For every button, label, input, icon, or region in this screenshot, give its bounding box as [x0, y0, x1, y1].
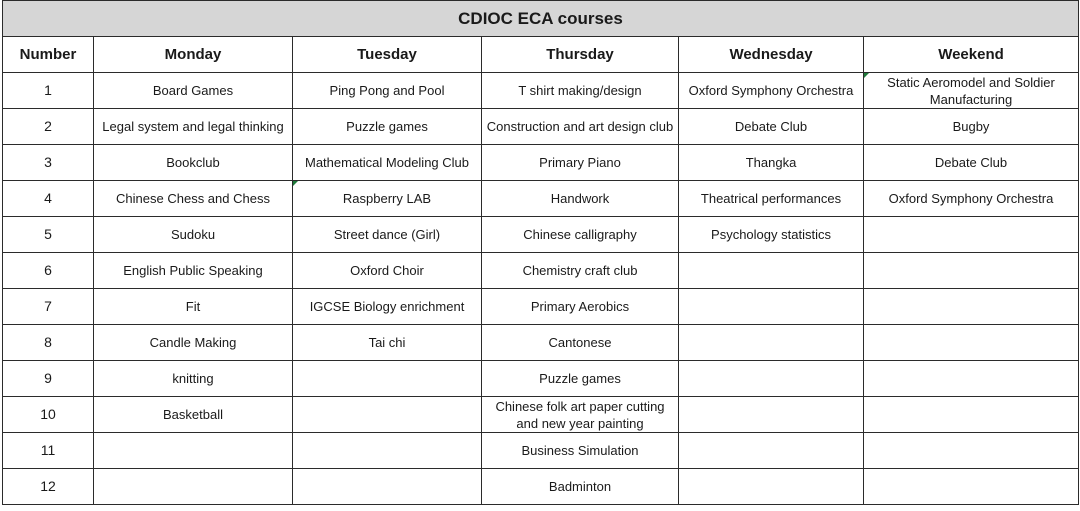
cell-tuesday[interactable]: Raspberry LAB: [293, 181, 482, 217]
cell-thursday[interactable]: Badminton: [482, 469, 679, 505]
cell-monday[interactable]: knitting: [94, 361, 293, 397]
cell-wednesday[interactable]: [679, 469, 864, 505]
column-header-tuesday: Tuesday: [293, 37, 482, 73]
cell-thursday[interactable]: Primary Piano: [482, 145, 679, 181]
cell-weekend[interactable]: Bugby: [864, 109, 1079, 145]
cell-weekend[interactable]: [864, 253, 1079, 289]
cell-monday[interactable]: Fit: [94, 289, 293, 325]
cell-weekend[interactable]: [864, 217, 1079, 253]
table-row: [3, 217, 1079, 253]
cell-thursday[interactable]: T shirt making/design: [482, 73, 679, 109]
cell-tuesday[interactable]: [293, 397, 482, 433]
cell-wednesday[interactable]: Thangka: [679, 145, 864, 181]
cell-number[interactable]: 2: [3, 109, 94, 145]
cell-number[interactable]: 1: [3, 73, 94, 109]
cell-tuesday[interactable]: [293, 469, 482, 505]
cell-tuesday[interactable]: Ping Pong and Pool: [293, 73, 482, 109]
cell-thursday[interactable]: Primary Aerobics: [482, 289, 679, 325]
cell-weekend[interactable]: [864, 325, 1079, 361]
column-header-thursday: Thursday: [482, 37, 679, 73]
cell-wednesday[interactable]: Oxford Symphony Orchestra: [679, 73, 864, 109]
cell-monday[interactable]: Sudoku: [94, 217, 293, 253]
cell-monday[interactable]: [94, 433, 293, 469]
table-row: [3, 325, 1079, 361]
table-title: CDIOC ECA courses: [3, 1, 1079, 37]
cell-tuesday[interactable]: Tai chi: [293, 325, 482, 361]
cell-thursday[interactable]: Chinese calligraphy: [482, 217, 679, 253]
cell-monday[interactable]: [94, 469, 293, 505]
column-header-wednesday: Wednesday: [679, 37, 864, 73]
cell-wednesday[interactable]: [679, 397, 864, 433]
cell-monday[interactable]: Basketball: [94, 397, 293, 433]
cell-number[interactable]: 11: [3, 433, 94, 469]
cell-thursday[interactable]: Handwork: [482, 181, 679, 217]
cell-tuesday[interactable]: Puzzle games: [293, 109, 482, 145]
cell-thursday[interactable]: Chinese folk art paper cutting and new year painting: [482, 397, 679, 433]
cell-wednesday[interactable]: [679, 325, 864, 361]
cell-wednesday[interactable]: Debate Club: [679, 109, 864, 145]
cell-weekend[interactable]: Static Aeromodel and Soldier Manufacturing: [864, 73, 1079, 109]
cell-number[interactable]: 3: [3, 145, 94, 181]
table-body: [3, 73, 1079, 505]
table-row: [3, 145, 1079, 181]
cell-tuesday[interactable]: Mathematical Modeling Club: [293, 145, 482, 181]
cell-wednesday[interactable]: [679, 253, 864, 289]
cell-tuesday[interactable]: IGCSE Biology enrichment: [293, 289, 482, 325]
cell-tuesday[interactable]: [293, 361, 482, 397]
cell-wednesday[interactable]: [679, 289, 864, 325]
cell-thursday[interactable]: Business Simulation: [482, 433, 679, 469]
eca-courses-table: [2, 0, 1079, 505]
table-row: [3, 433, 1079, 469]
cell-number[interactable]: 10: [3, 397, 94, 433]
cell-weekend[interactable]: [864, 289, 1079, 325]
table-row: [3, 397, 1079, 433]
cell-tuesday[interactable]: Street dance (Girl): [293, 217, 482, 253]
cell-wednesday[interactable]: Psychology statistics: [679, 217, 864, 253]
cell-thursday[interactable]: Puzzle games: [482, 361, 679, 397]
column-header-weekend: Weekend: [864, 37, 1079, 73]
cell-wednesday[interactable]: [679, 433, 864, 469]
cell-wednesday[interactable]: [679, 361, 864, 397]
cell-monday[interactable]: Candle Making: [94, 325, 293, 361]
cell-monday[interactable]: Bookclub: [94, 145, 293, 181]
cell-monday[interactable]: English Public Speaking: [94, 253, 293, 289]
cell-tuesday[interactable]: [293, 433, 482, 469]
table-row: [3, 361, 1079, 397]
cell-monday[interactable]: Chinese Chess and Chess: [94, 181, 293, 217]
cell-weekend[interactable]: [864, 433, 1079, 469]
cell-tuesday[interactable]: Oxford Choir: [293, 253, 482, 289]
column-header-monday: Monday: [94, 37, 293, 73]
cell-wednesday[interactable]: Theatrical performances: [679, 181, 864, 217]
table-row: [3, 73, 1079, 109]
cell-thursday[interactable]: Construction and art design club: [482, 109, 679, 145]
cell-number[interactable]: 9: [3, 361, 94, 397]
table-row: [3, 469, 1079, 505]
cell-weekend[interactable]: [864, 361, 1079, 397]
cell-thursday[interactable]: Chemistry craft club: [482, 253, 679, 289]
table-row: [3, 289, 1079, 325]
cell-number[interactable]: 7: [3, 289, 94, 325]
cell-number[interactable]: 8: [3, 325, 94, 361]
cell-number[interactable]: 6: [3, 253, 94, 289]
cell-number[interactable]: 5: [3, 217, 94, 253]
cell-monday[interactable]: Legal system and legal thinking: [94, 109, 293, 145]
cell-weekend[interactable]: Oxford Symphony Orchestra: [864, 181, 1079, 217]
cell-number[interactable]: 4: [3, 181, 94, 217]
table-row: [3, 253, 1079, 289]
cell-number[interactable]: 12: [3, 469, 94, 505]
cell-weekend[interactable]: Debate Club: [864, 145, 1079, 181]
table-row: [3, 181, 1079, 217]
cell-thursday[interactable]: Cantonese: [482, 325, 679, 361]
table-row: [3, 109, 1079, 145]
column-header-number: Number: [3, 37, 94, 73]
cell-weekend[interactable]: [864, 397, 1079, 433]
cell-weekend[interactable]: [864, 469, 1079, 505]
cell-monday[interactable]: Board Games: [94, 73, 293, 109]
